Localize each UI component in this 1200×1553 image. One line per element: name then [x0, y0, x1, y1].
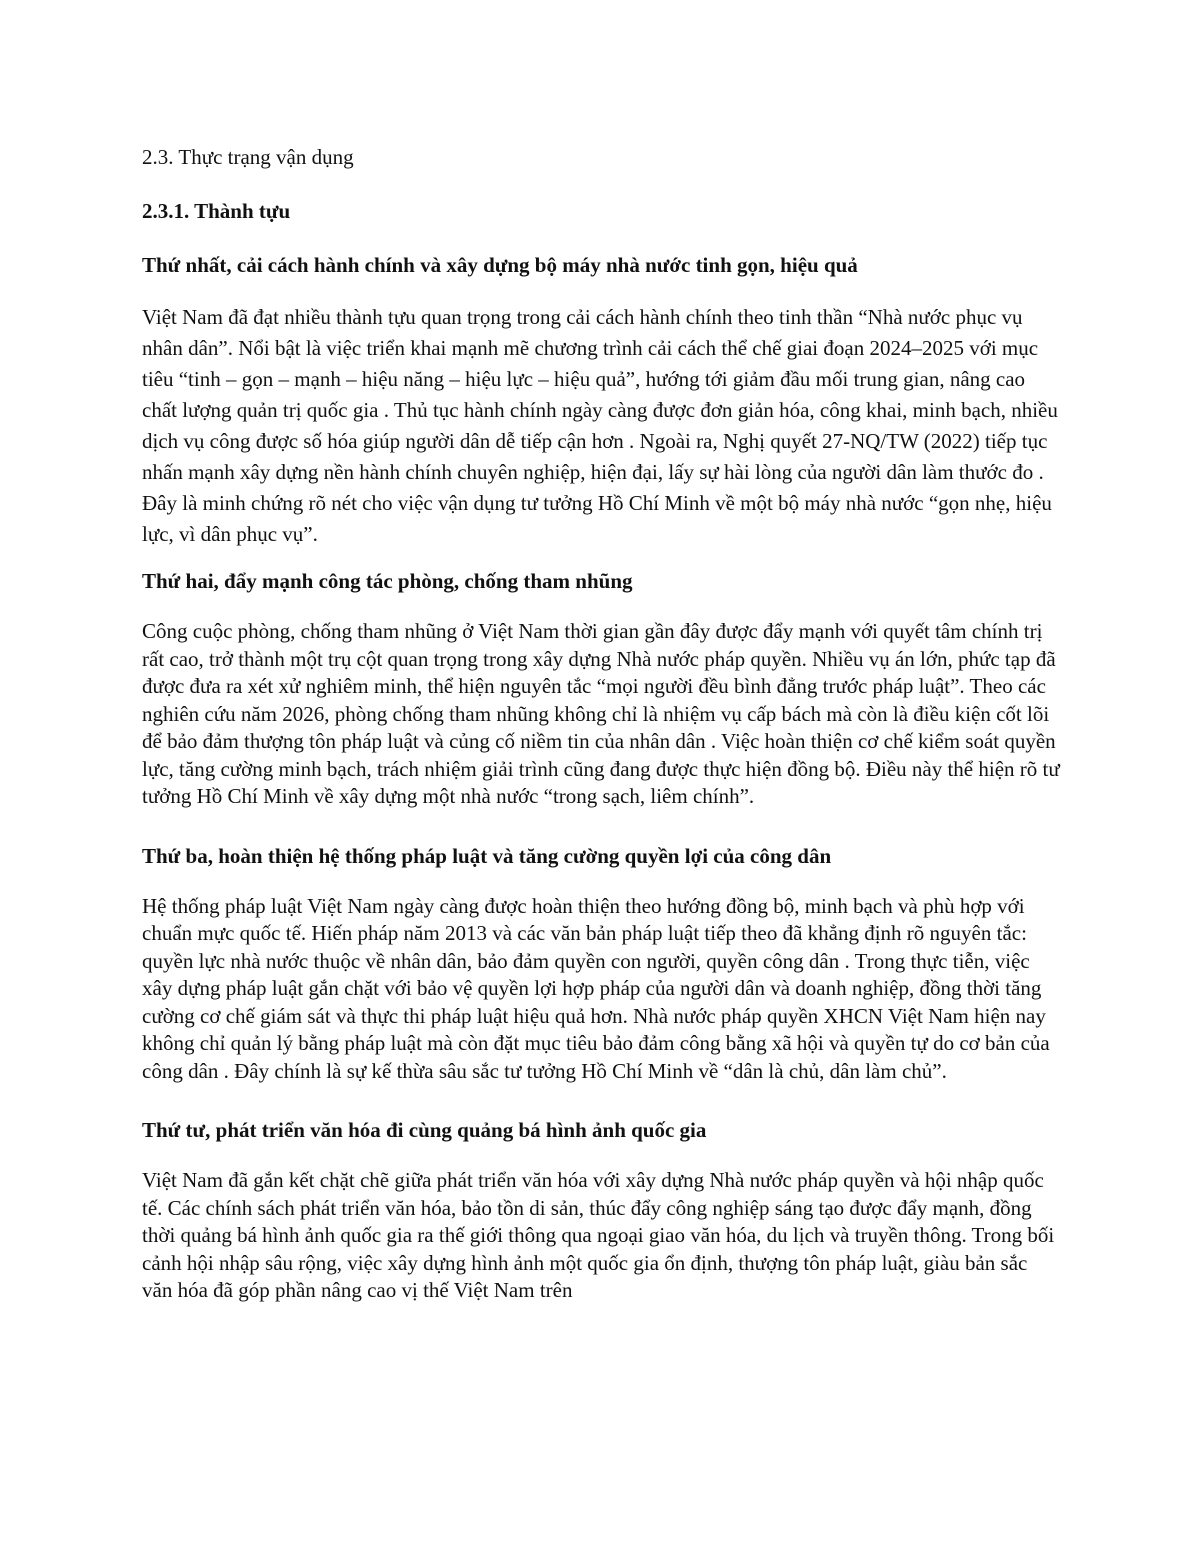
heading-second: Thứ hai, đẩy mạnh công tác phòng, chống tham nhũng — [142, 569, 633, 593]
paragraph-fourth: Việt Nam đã gắn kết chặt chẽ giữa phát triển văn hóa với xây dựng Nhà nước pháp quyền và hội nhập quốc tế. Các chính sách phát triển văn hóa, bảo tồn di sản, thúc đẩy công nghiệp sáng tạo được đẩy mạnh, đồng thời quảng bá hình ảnh quốc gia ra thế giới thông qua ngoại giao văn hóa, du lịch và truyền thông. Trong bối cảnh hội nhập sâu rộng, việc xây dựng hình ảnh một quốc gia ổn định, thượng tôn pháp luật, giàu bản sắc văn hóa đã góp phần nâng cao vị thế Việt Nam trên — [142, 1168, 1055, 1302]
document-page — [142, 142, 1060, 1321]
section-title: 2.3. Thực trạng vận dụng — [142, 145, 354, 169]
subsection-title: 2.3.1. Thành tựu — [142, 199, 291, 223]
paragraph-first: Việt Nam đã đạt nhiều thành tựu quan trọng trong cải cách hành chính theo tinh thần “Nhà nước phục vụ nhân dân”. Nổi bật là việc triển khai mạnh mẽ chương trình cải cách thể chế giai đoạn 2024–2025 với mục tiêu “tinh – gọn – mạnh – hiệu năng – hiệu lực – hiệu quả”, hướng tới giảm đầu mối trung gian, nâng cao chất lượng quản trị quốc gia . Thủ tục hành chính ngày càng được đơn giản hóa, công khai, minh bạch, nhiều dịch vụ công được số hóa giúp người dân dễ tiếp cận hơn . Ngoài ra, Nghị quyết 27-NQ/TW (2022) tiếp tục nhấn mạnh xây dựng nền hành chính chuyên nghiệp, hiện đại, lấy sự hài lòng của người dân làm thước đo . Đây là minh chứng rõ nét cho việc vận dụng tư tưởng Hồ Chí Minh về một bộ máy nhà nước “gọn nhẹ, hiệu lực, vì dân phục vụ”. — [142, 305, 1058, 546]
heading-fourth: Thứ tư, phát triển văn hóa đi cùng quảng bá hình ảnh quốc gia — [142, 1118, 707, 1142]
heading-third: Thứ ba, hoàn thiện hệ thống pháp luật và tăng cường quyền lợi của công dân — [142, 843, 832, 868]
heading-first: Thứ nhất, cải cách hành chính và xây dựng bộ máy nhà nước tinh gọn, hiệu quả — [142, 253, 858, 277]
paragraph-third: Hệ thống pháp luật Việt Nam ngày càng được hoàn thiện theo hướng đồng bộ, minh bạch và phù hợp với chuẩn mực quốc tế. Hiến pháp năm 2013 và các văn bản pháp luật tiếp theo đã khẳng định rõ nguyên tắc: quyền lực nhà nước thuộc về nhân dân, bảo đảm quyền con người, quyền công dân . Trong thực tiễn, việc xây dựng pháp luật gắn chặt với bảo vệ quyền lợi hợp pháp của người dân và doanh nghiệp, đồng thời tăng cường cơ chế giám sát và thực thi pháp luật hiệu quả hơn. Nhà nước pháp quyền XHCN Việt Nam hiện nay không chỉ quản lý bằng pháp luật mà còn đặt mục tiêu bảo đảm công bằng xã hội và quyền tự do cơ bản của công dân . Đây chính là sự kế thừa sâu sắc tư tưởng Hồ Chí Minh về “dân là chủ, dân làm chủ”. — [142, 893, 1050, 1083]
paragraph-second: Công cuộc phòng, chống tham nhũng ở Việt Nam thời gian gần đây được đẩy mạnh với quyết tâm chính trị rất cao, trở thành một trụ cột quan trọng trong xây dựng Nhà nước pháp quyền. Nhiều vụ án lớn, phức tạp đã được đưa ra xét xử nghiêm minh, thể hiện nguyên tắc “mọi người đều bình đẳng trước pháp luật”. Theo các nghiên cứu năm 2026, phòng chống tham nhũng không chỉ là nhiệm vụ cấp bách mà còn là điều kiện cốt lõi để bảo đảm thượng tôn pháp luật và củng cố niềm tin của nhân dân . Việc hoàn thiện cơ chế kiểm soát quyền lực, tăng cường minh bạch, trách nhiệm giải trình cũng đang được thực hiện đồng bộ. Điều này thể hiện rõ tư tưởng Hồ Chí Minh về xây dựng một nhà nước “trong sạch, liêm chính”. — [142, 619, 1060, 808]
